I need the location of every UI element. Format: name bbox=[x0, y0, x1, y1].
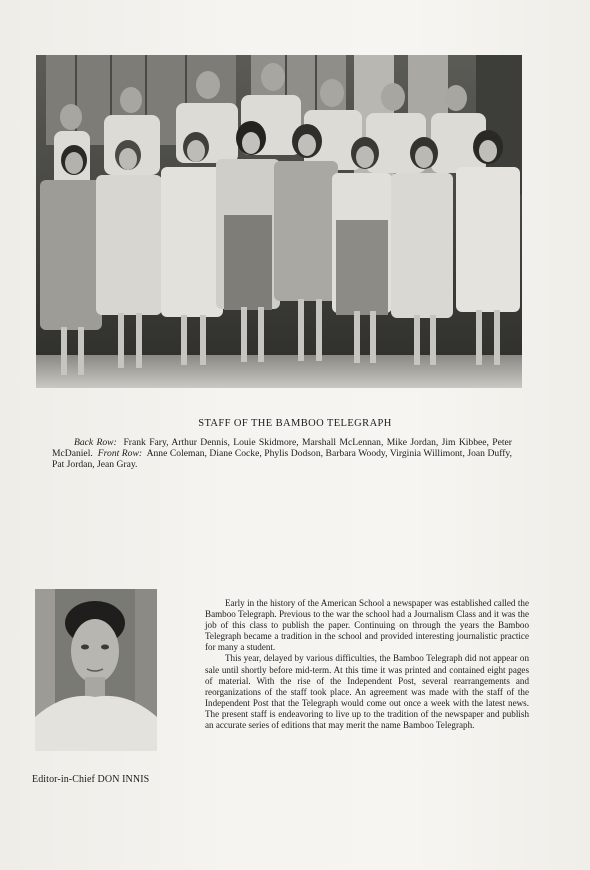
photo-caption-title: STAFF OF THE BAMBOO TELEGRAPH bbox=[198, 418, 392, 429]
editor-portrait bbox=[35, 589, 157, 751]
portrait-image bbox=[35, 589, 157, 751]
article-paragraph: This year, delayed by various difficulties, the Bamboo Telegraph did not appear on sale until shortly before mid-term. At this time it was printed and contained eight pages of material. With the rise of the Independent Post, several rearrangements and reorganizations of the staff took place. An agreement was made with the staff of the Independent Post that the Telegraph would come out once a week with the latest news. The present staff is endeavoring to live up to the tradition of the newspaper and publish an accurate series of editions that may merit the name Bamboo Telegraph. bbox=[205, 653, 529, 731]
group-photo-image bbox=[36, 55, 522, 388]
staff-group-photo bbox=[36, 55, 522, 388]
editor-caption: Editor-in-Chief DON INNIS bbox=[32, 774, 150, 785]
back-row-names: Frank Fary, Arthur Dennis, Louie Skidmore, Marshall McLennan, Mike Jordan, Jim Kibbee, Peter McDaniel. bbox=[52, 437, 512, 460]
article-paragraph: Early in the history of the American School a newspaper was established called the Bamboo Telegraph. Previous to the war the school had a Journalism Class and it was the job of this class to publish the paper. Continuing on through the years the Bamboo Telegraph became a tradition in the school and provided interesting journalistic practice for many a student. bbox=[205, 598, 529, 653]
front-row-label: Front Row: bbox=[97, 448, 143, 460]
article-text bbox=[205, 598, 529, 731]
back-row-label: Back Row: bbox=[74, 437, 117, 448]
photo-caption-names bbox=[52, 437, 512, 471]
front-row-names: Anne Coleman, Diane Cocke, Phylis Dodson, Barbara Woody, Virginia Willimont, Joan Duffy, Pat Jordan, Jean Gray. bbox=[52, 448, 512, 471]
